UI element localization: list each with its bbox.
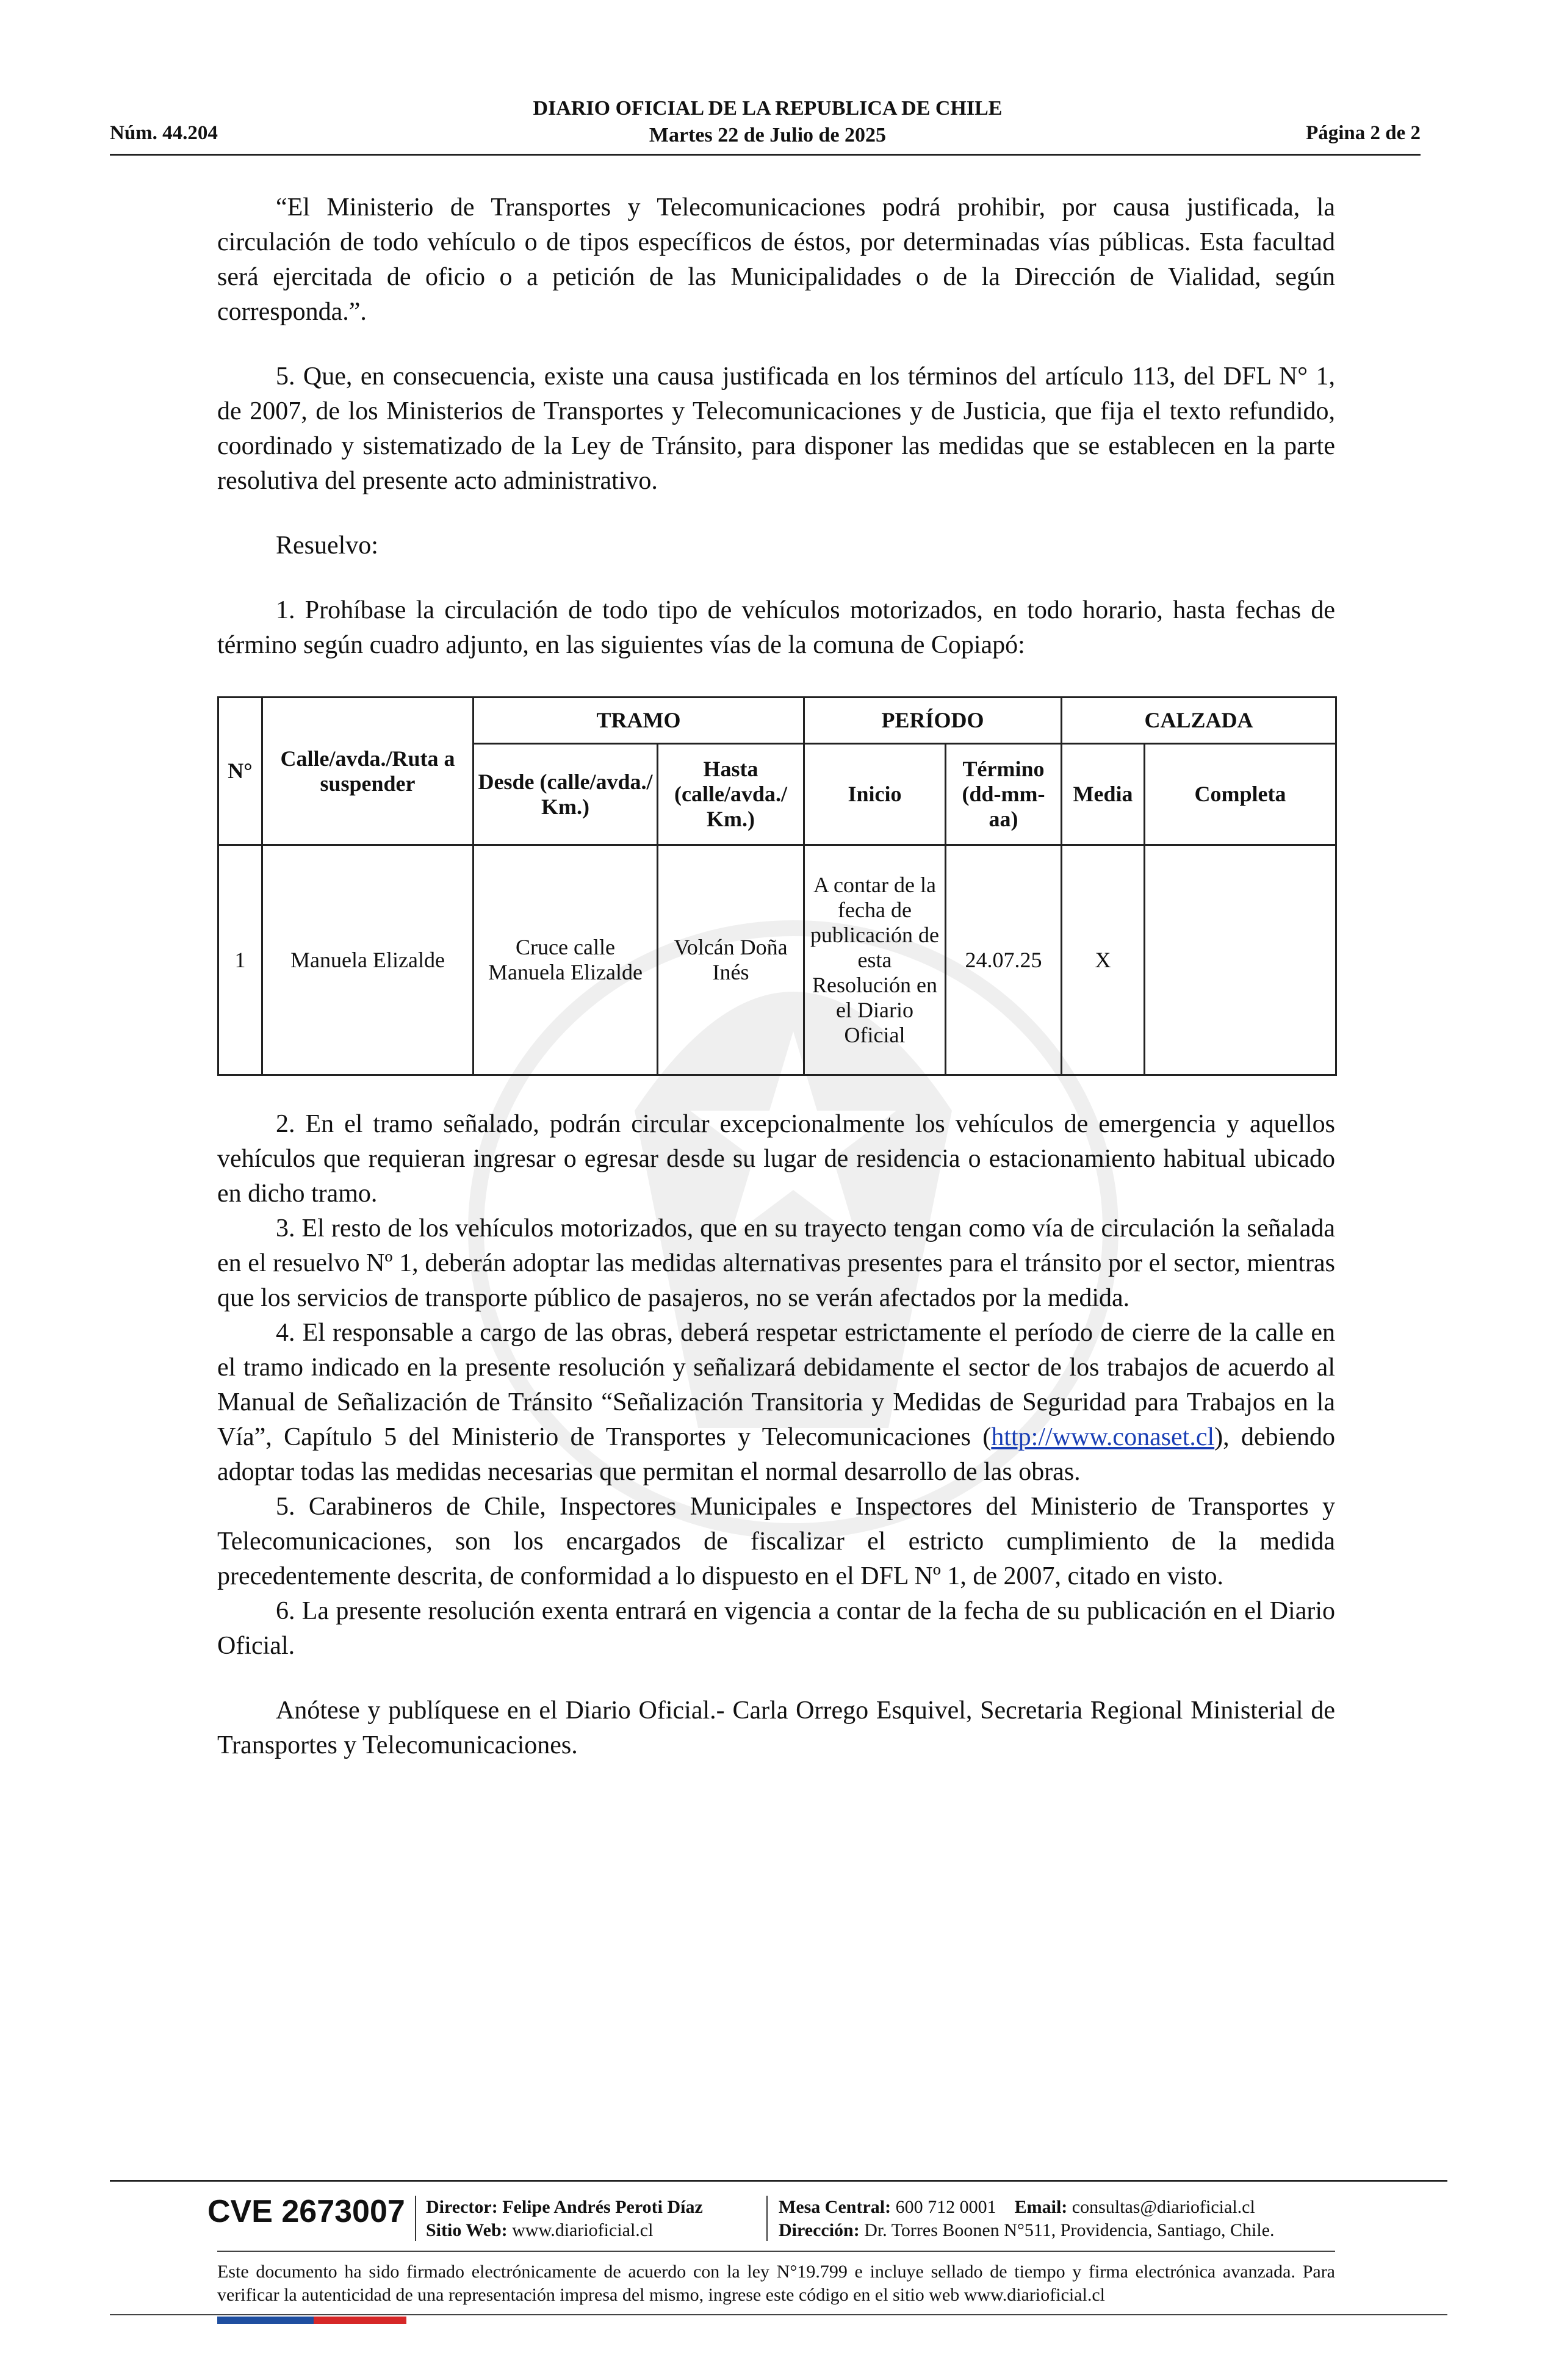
header-street: Calle/avda./Ruta a suspender: [262, 698, 474, 845]
page-indicator: Página 2 de 2: [1306, 122, 1421, 144]
header-termino: Término (dd-mm-aa): [946, 744, 1062, 845]
paragraph-resolve-4: [217, 1316, 1335, 1490]
director-name: Felipe Andrés Peroti Díaz: [502, 2197, 703, 2217]
email-value: consultas@diarioficial.cl: [1072, 2197, 1255, 2217]
paragraph-resolve-1: 1. Prohíbase la circulación de todo tipo de vehículos motorizados, en todo horario, hasta fechas de término según cuadro adjunto, en las siguientes vías de la comuna de Copiapó:: [217, 596, 1335, 659]
paragraph-closing: Anótese y publíquese en el Diario Oficial.- Carla Orrego Esquivel, Secretaria Regional Ministerial de Transportes y Telecomunicaciones.: [217, 1697, 1335, 1759]
paragraph-4-text-start: 4. El responsable a cargo de las obras, deberá respetar estrictamente el período de cierre de la calle en el tramo indicado en la presente resolución y señalizará debidamente el sector de los trabajos de acuerdo al Manual de Señalización de Tránsito “Señalización Transitoria y Medidas de Seguridad para Trabajos en la Vía”, Capítulo 5 del Ministerio de Transportes y Telecomunicaciones (: [217, 1319, 1335, 1451]
body-top: [217, 190, 1335, 663]
mesa-value: 600 712 0001: [895, 2197, 996, 2217]
paragraph-5: 5. Que, en consecuencia, existe una causa justificada en los términos del artículo 113, del DFL N° 1, de 2007, de los Ministerios de Transportes y Telecomunicaciones y de Justicia, que fija el texto refundido, coordinado y sistematizado de la Ley de Tránsito, para disponer las medidas que se establecen en la parte resolutiva del presente acto administrativo.: [217, 362, 1335, 495]
cell-inicio: A contar de la fecha de publicación de esta Resolución en el Diario Oficial: [804, 845, 946, 1075]
paragraph-resolve-2: 2. En el tramo señalado, podrán circular excepcionalmente los vehículos de emergencia y aquellos vehículos que requieran ingresar o egresar desde su lugar de residencia o estacionamiento habitual ubicado en dicho tramo.: [217, 1110, 1335, 1208]
masthead-date: Martes 22 de Julio de 2025: [649, 124, 887, 146]
cell-media: X: [1062, 845, 1145, 1075]
footer-separator: [415, 2196, 416, 2241]
footer-contact-block: [779, 2196, 1275, 2242]
cell-completa: [1145, 845, 1336, 1075]
paragraph-resolve-3: 3. El resto de los vehículos motorizados, que en su trayecto tengan como vía de circulación la señalada en el resuelvo Nº 1, deberán adoptar las medidas alternativas presentes para el tránsito por el sector, mientras que los servicios de transporte público de pasajeros, no se verán afectados por la medida.: [217, 1214, 1335, 1312]
closure-table: [217, 696, 1337, 1076]
cell-street: Manuela Elizalde: [262, 845, 474, 1075]
paragraph-resolve-5: 5. Carabineros de Chile, Inspectores Municipales e Inspectores del Ministerio de Transportes y Telecomunicaciones, son los encargados de fiscalizar el estricto cumplimiento de la medida precedentemente descrita, de conformidad a lo dispuesto en el DFL Nº 1, de 2007, citado en visto.: [217, 1493, 1335, 1590]
paragraph-4-text-end: ), debiendo adoptar todas las medidas necesarias que permitan el normal desarrollo de las obras.: [217, 1423, 1335, 1486]
cve-code: CVE 2673007: [207, 2194, 405, 2229]
flag-stripe-red: [314, 2317, 406, 2324]
header-tramo: TRAMO: [474, 698, 804, 744]
header-inicio: Inicio: [804, 744, 946, 845]
footer-legal-note: Este documento ha sido firmado electrónicamente de acuerdo con la ley N°19.799 e incluye sellado de tiempo y firma electrónica avanzada. Para verificar la autenticidad de una representación impresa del mismo, ingrese este código en el sitio web www.diarioficial.cl: [217, 2262, 1335, 2305]
address-label: Dirección:: [779, 2220, 860, 2240]
address-value: Dr. Torres Boonen N°511, Providencia, Santiago, Chile.: [864, 2220, 1275, 2240]
footer-separator: [766, 2196, 768, 2241]
header-divider: [110, 154, 1421, 156]
paragraph-resuelvo: Resuelvo:: [276, 532, 378, 560]
header-num: N°: [218, 698, 262, 845]
web-label: Sitio Web:: [426, 2220, 508, 2240]
header-media: Media: [1062, 744, 1145, 845]
paragraph-resolve-6: 6. La presente resolución exenta entrará en vigencia a contar de la fecha de su publicación en el Diario Oficial.: [217, 1597, 1335, 1660]
cell-termino: 24.07.25: [946, 845, 1062, 1075]
paragraph-quote: “El Ministerio de Transportes y Telecomunicaciones podrá prohibir, por causa justificada, la circulación de todo vehículo o de tipos específicos de éstos, por determinadas vías públicas. Esta facultad será ejercitada de oficio o a petición de las Municipalidades o de la Dirección de Vialidad, según corresponda.”.: [217, 193, 1335, 326]
cell-desde: Cruce calle Manuela Elizalde: [474, 845, 658, 1075]
footer-divider-top: [110, 2180, 1447, 2182]
email-label: Email:: [1014, 2197, 1068, 2217]
footer-divider-bottom: [110, 2314, 1447, 2315]
table-row: [218, 845, 1336, 1075]
body-bottom: [217, 1107, 1335, 1763]
conaset-link[interactable]: http://www.conaset.cl: [991, 1423, 1215, 1451]
cell-hasta: Volcán Doña Inés: [658, 845, 804, 1075]
header-completa: Completa: [1145, 744, 1336, 845]
header-desde: Desde (calle/avda./ Km.): [474, 744, 658, 845]
masthead-title: DIARIO OFICIAL DE LA REPUBLICA DE CHILE: [533, 97, 1003, 120]
footer-director-block: [426, 2196, 703, 2242]
header-hasta: Hasta (calle/avda./ Km.): [658, 744, 804, 845]
issue-number: Núm. 44.204: [110, 122, 218, 144]
header-periodo: PERÍODO: [804, 698, 1062, 744]
masthead: [0, 95, 1535, 149]
web-value: www.diarioficial.cl: [512, 2220, 654, 2240]
cell-num: 1: [218, 845, 262, 1075]
mesa-label: Mesa Central:: [779, 2197, 891, 2217]
flag-stripe-blue: [217, 2317, 314, 2324]
director-label: Director:: [426, 2197, 498, 2217]
header-calzada: CALZADA: [1062, 698, 1336, 744]
footer-divider-mid: [217, 2251, 1335, 2252]
